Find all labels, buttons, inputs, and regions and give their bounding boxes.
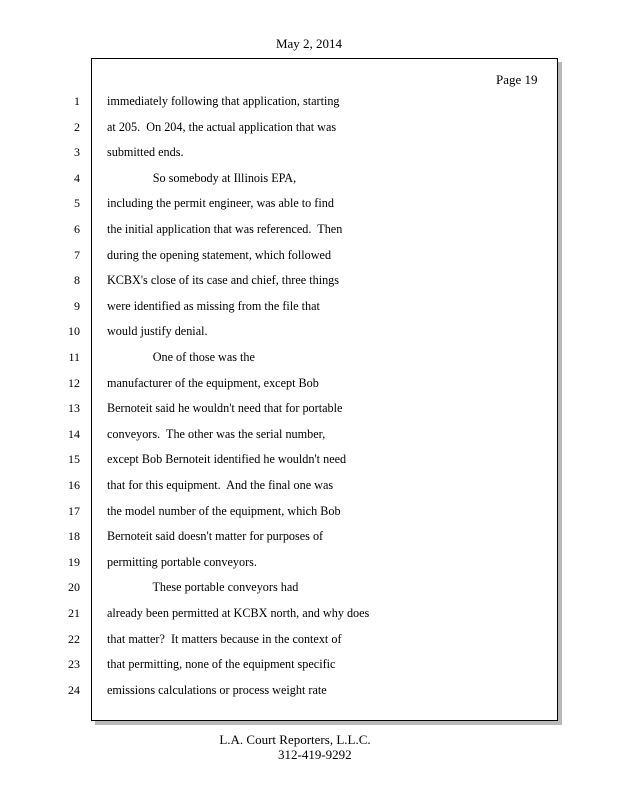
line-text: permitting portable conveyors. — [107, 554, 257, 569]
line-number: 5 — [74, 196, 80, 211]
line-text: Bernoteit said doesn't matter for purposes of — [107, 529, 324, 544]
line-text: emissions calculations or process weight rate — [107, 682, 327, 697]
line-text: that permitting, none of the equipment specific — [107, 657, 336, 672]
line-text: including the permit engineer, was able to find — [107, 196, 334, 211]
line-text: at 205. On 204, the actual application that was — [107, 119, 337, 134]
line-number: 16 — [68, 478, 80, 492]
page-number: Page 19 — [496, 72, 538, 87]
line-number: 10 — [68, 324, 80, 339]
transcript-date: May 2, 2014 — [275, 36, 343, 51]
line-number: 12 — [68, 375, 80, 390]
line-text: were identified as missing from the file that — [107, 298, 320, 313]
line-number: 3 — [74, 145, 80, 160]
line-number: 15 — [68, 452, 80, 467]
line-text: the initial application that was referenced. Then — [107, 222, 343, 236]
line-text: One of those was the — [107, 350, 255, 364]
line-text: manufacturer of the equipment, except Bob — [107, 375, 319, 390]
line-number: 11 — [68, 350, 80, 364]
line-number: 6 — [74, 222, 80, 236]
line-number: 24 — [68, 682, 80, 697]
line-text: submitted ends. — [107, 145, 184, 160]
line-text: So somebody at Illinois EPA, — [107, 170, 297, 185]
line-number: 17 — [68, 503, 80, 518]
line-number: 13 — [68, 401, 80, 416]
line-text: Bernoteit said he wouldn't need that for portable — [107, 401, 343, 416]
line-text: the model number of the equipment, which Bob — [107, 503, 341, 518]
line-text: during the opening statement, which followed — [107, 247, 332, 262]
line-number: 8 — [74, 273, 80, 288]
line-number: 20 — [68, 580, 80, 595]
line-number: 2 — [74, 119, 80, 134]
line-text: except Bob Bernoteit identified he wouldn't need — [107, 452, 347, 467]
line-text: that for this equipment. And the final one was — [107, 478, 334, 492]
line-number: 7 — [74, 247, 80, 262]
line-text: KCBX's close of its case and chief, three things — [107, 273, 340, 288]
line-number: 18 — [68, 529, 80, 544]
line-number: 14 — [68, 426, 80, 441]
line-number: 4 — [74, 170, 80, 185]
line-number: 9 — [74, 298, 80, 313]
line-number: 23 — [68, 657, 80, 672]
line-text: already been permitted at KCBX north, and why does — [107, 606, 370, 620]
footer-company: L.A. Court Reporters, L.L.C. — [219, 732, 371, 747]
line-number: 21 — [68, 606, 80, 620]
footer-phone: 312-419-9292 — [278, 747, 352, 762]
line-text: conveyors. The other was the serial number, — [107, 426, 326, 441]
line-text: that matter? It matters because in the context of — [107, 631, 342, 646]
line-text: immediately following that application, starting — [107, 94, 340, 108]
line-text: would justify denial. — [107, 324, 208, 339]
line-number: 19 — [68, 554, 80, 569]
line-number: 22 — [68, 631, 80, 646]
line-text: These portable conveyors had — [107, 580, 299, 595]
line-number: 1 — [74, 94, 80, 108]
